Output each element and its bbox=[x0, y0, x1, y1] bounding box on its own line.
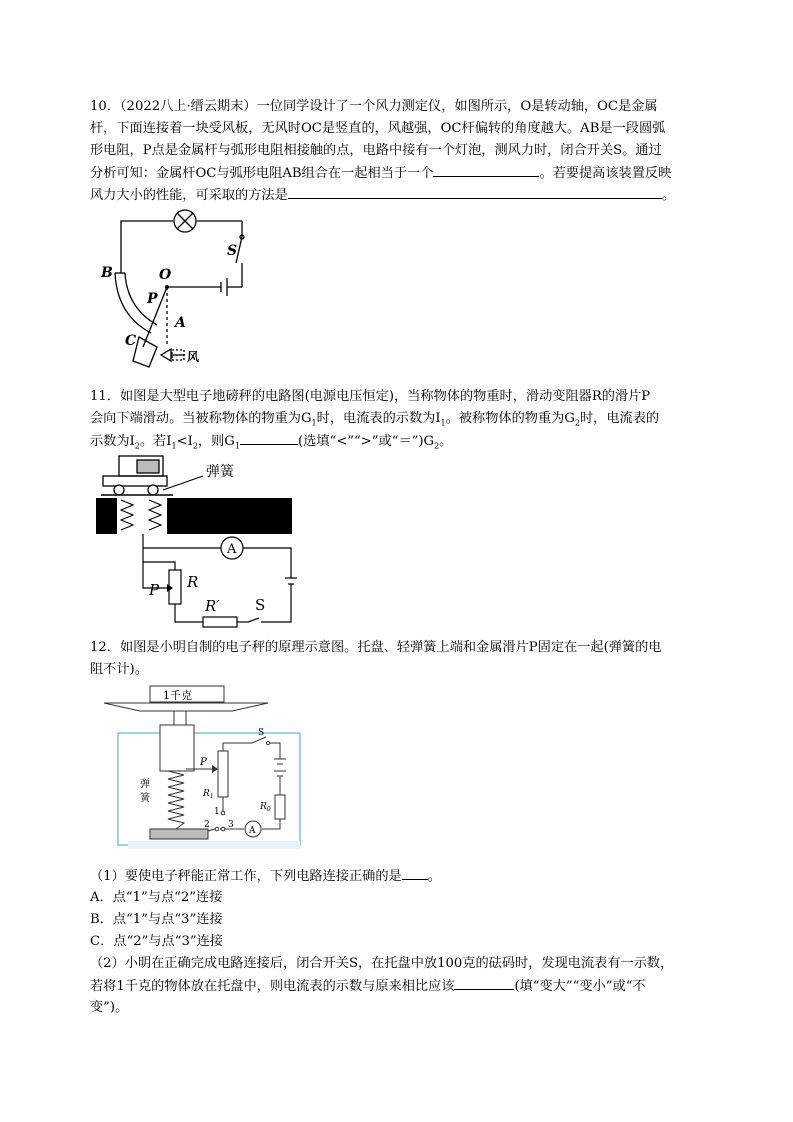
label-C: C bbox=[125, 333, 137, 349]
q12-sub-2-blank bbox=[454, 975, 514, 990]
q11-l2-sub2: 1 bbox=[440, 418, 446, 428]
q10-figure bbox=[95, 205, 265, 375]
label-R-prime: R′ bbox=[205, 597, 220, 615]
q12-sub-2-line-2 bbox=[90, 975, 700, 998]
spring-char-2: 簧 bbox=[140, 793, 150, 804]
label-S: S bbox=[258, 728, 265, 738]
label-S: S bbox=[227, 243, 238, 259]
r0-letter: R bbox=[260, 802, 267, 812]
label-P: P bbox=[149, 581, 160, 599]
q12-line-2: 阻不计)。 bbox=[90, 662, 148, 677]
ammeter-A: A bbox=[249, 826, 256, 836]
q12-option-a: A．点“1”与点“2”连接 bbox=[90, 890, 223, 905]
q11-l2-sub3: 2 bbox=[574, 418, 580, 428]
q10-line-4 bbox=[90, 162, 700, 185]
q12-sub-1 bbox=[90, 865, 700, 888]
q12-sub-2-line-1: （2）小明在正确完成电路连接后，闭合开关S，在托盘中放100克的砝码时，发现电流表有一示数， bbox=[90, 956, 674, 971]
q11-l3-a: 示数为I bbox=[90, 434, 135, 449]
q10-line-4-text-a: 分析可知：金属杆OC与弧形电阻AB组合在一起相当于一个 bbox=[90, 166, 434, 181]
spring-label: 弹簧 bbox=[206, 464, 234, 480]
q11-blank bbox=[240, 430, 298, 445]
r1-sub: 1 bbox=[209, 793, 214, 800]
q11-l2-b: 时，电流表的示数为I bbox=[316, 411, 441, 426]
lamp-icon bbox=[174, 210, 196, 232]
q10-line-5-text-a: 风力大小的性能，可采取的方法是 bbox=[90, 188, 288, 203]
label-R0 bbox=[259, 802, 271, 813]
q12-option-c: C．点“2”与点“3”连接 bbox=[90, 934, 223, 949]
point-2: 2 bbox=[204, 820, 210, 830]
label-wind: 风 bbox=[187, 350, 200, 364]
q11-l3-sub1: 2 bbox=[134, 441, 140, 451]
q10-line-5 bbox=[90, 184, 700, 207]
label-P: P bbox=[200, 757, 207, 768]
q10-line-2: 杆，下面连接着一块受风板，无风时OC是竖直的，风越强，OC杆偏转的角度越大。AB是一段圆弧 bbox=[90, 121, 666, 136]
r1-letter: R bbox=[203, 789, 210, 799]
q12-sub-2-text-b: (填“变大”“变小”或“不 bbox=[514, 979, 646, 994]
q12-line-1: 12．如图是小明自制的电子秤的原理示意图。托盘、轻弹簧上端和金属滑片P固定在一起(弹簧的电 bbox=[90, 640, 662, 655]
q11-l3-e: (选填“<”“>”或“＝”)G bbox=[297, 434, 435, 449]
label-S: S bbox=[255, 596, 266, 614]
q11-l3-sub4: 1 bbox=[234, 441, 240, 451]
point-3: 3 bbox=[228, 820, 234, 830]
q10-line-4-text-b: 。若要提高该装置反映 bbox=[539, 166, 672, 181]
q12-sub-2-text-a: 若将1千克的物体放在托盘中，则电流表的示数与原来相比应该 bbox=[90, 979, 455, 994]
q10-line-1: 10．（2022八上·缙云期末）一位同学设计了一个风力测定仪，如图所示，O是转动轴，OC是金属 bbox=[90, 99, 658, 114]
q11-l2-sub1: 1 bbox=[311, 418, 317, 428]
q11-l2-d: 时，电流表的 bbox=[579, 411, 660, 426]
q11-figure bbox=[93, 450, 305, 630]
q12-sub-1-blank bbox=[402, 865, 428, 880]
label-P: P bbox=[147, 291, 158, 307]
q10-blank-2 bbox=[288, 184, 662, 199]
label-A: A bbox=[175, 315, 186, 331]
label-O: O bbox=[159, 267, 172, 283]
q11-l3-d: ，则G bbox=[197, 434, 235, 449]
q11-l3-sub3: 2 bbox=[192, 441, 198, 451]
q11-line-1: 11．如图是大型电子地磅秤的电路图(电源电压恒定)，当称物体的物重时，滑动变阻器R的滑片P bbox=[90, 389, 651, 404]
weight-label: 1千克 bbox=[163, 689, 192, 702]
q10-line-3: 形电阻，P点是金属杆与弧形电阻相接触的点，电路中接有一个灯泡，测风力时，闭合开关S。通过 bbox=[90, 143, 662, 158]
q10-blank-1 bbox=[433, 162, 539, 177]
ammeter-A: A bbox=[227, 542, 237, 557]
q11-l2-c: 。被称物体的物重为G bbox=[445, 411, 575, 426]
spring-char-1: 弹 bbox=[140, 779, 150, 790]
q11-l3-sub2: 1 bbox=[171, 441, 177, 451]
r0-sub: 0 bbox=[266, 806, 271, 813]
q11-l2-a: 会向下端滑动。当被称物体的物重为G bbox=[90, 411, 312, 426]
q12-figure bbox=[100, 683, 306, 855]
q11-l3-c: <I bbox=[176, 434, 193, 449]
q11-l3-f: 。 bbox=[439, 434, 453, 449]
q11-l3-sub5: 2 bbox=[434, 441, 440, 451]
point-1: 1 bbox=[214, 807, 220, 817]
label-R1 bbox=[202, 789, 214, 800]
label-B: B bbox=[101, 265, 113, 281]
q12-sub-1-text: （1）要使电子秤能正常工作，下列电路连接正确的是 bbox=[90, 869, 402, 884]
q12-sub-1-end: 。 bbox=[427, 869, 441, 884]
q11-l3-b: 。若I bbox=[139, 434, 172, 449]
q10-line-5-text-b: 。 bbox=[661, 188, 675, 203]
q12-sub-2-line-3: 变”)。 bbox=[90, 1000, 129, 1015]
truck-icon bbox=[103, 456, 167, 495]
q12-option-b: B．点“1”与点“3”连接 bbox=[90, 912, 223, 927]
label-R: R bbox=[187, 573, 199, 591]
